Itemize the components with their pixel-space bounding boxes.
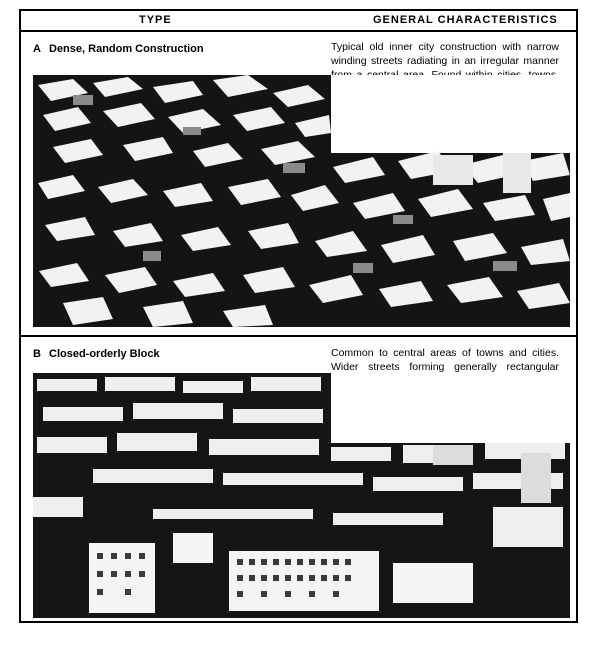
section-b-name: Closed-orderly Block	[49, 348, 160, 360]
photo-closed-orderly-block	[33, 373, 570, 618]
header-general-characteristics: GENERAL CHARACTERISTICS	[373, 14, 558, 26]
section-a	[21, 32, 576, 337]
header-type: TYPE	[139, 14, 172, 26]
section-a-description: Typical old inner city construction with narrow winding streets radiating in an irregular manner	[331, 41, 559, 67]
section-a-name: Dense, Random Construction	[49, 43, 204, 55]
section-b-title	[33, 348, 160, 360]
section-b-description: Common to central areas of towns and cities. Wider streets forming generally rectangular	[331, 347, 559, 373]
section-b	[21, 337, 576, 623]
photo-dense-random-construction	[33, 75, 570, 327]
section-a-title	[33, 43, 204, 55]
table-header	[21, 11, 576, 32]
section-b-letter: B	[33, 348, 41, 360]
section-a-letter: A	[33, 43, 41, 55]
classification-table	[19, 9, 578, 623]
